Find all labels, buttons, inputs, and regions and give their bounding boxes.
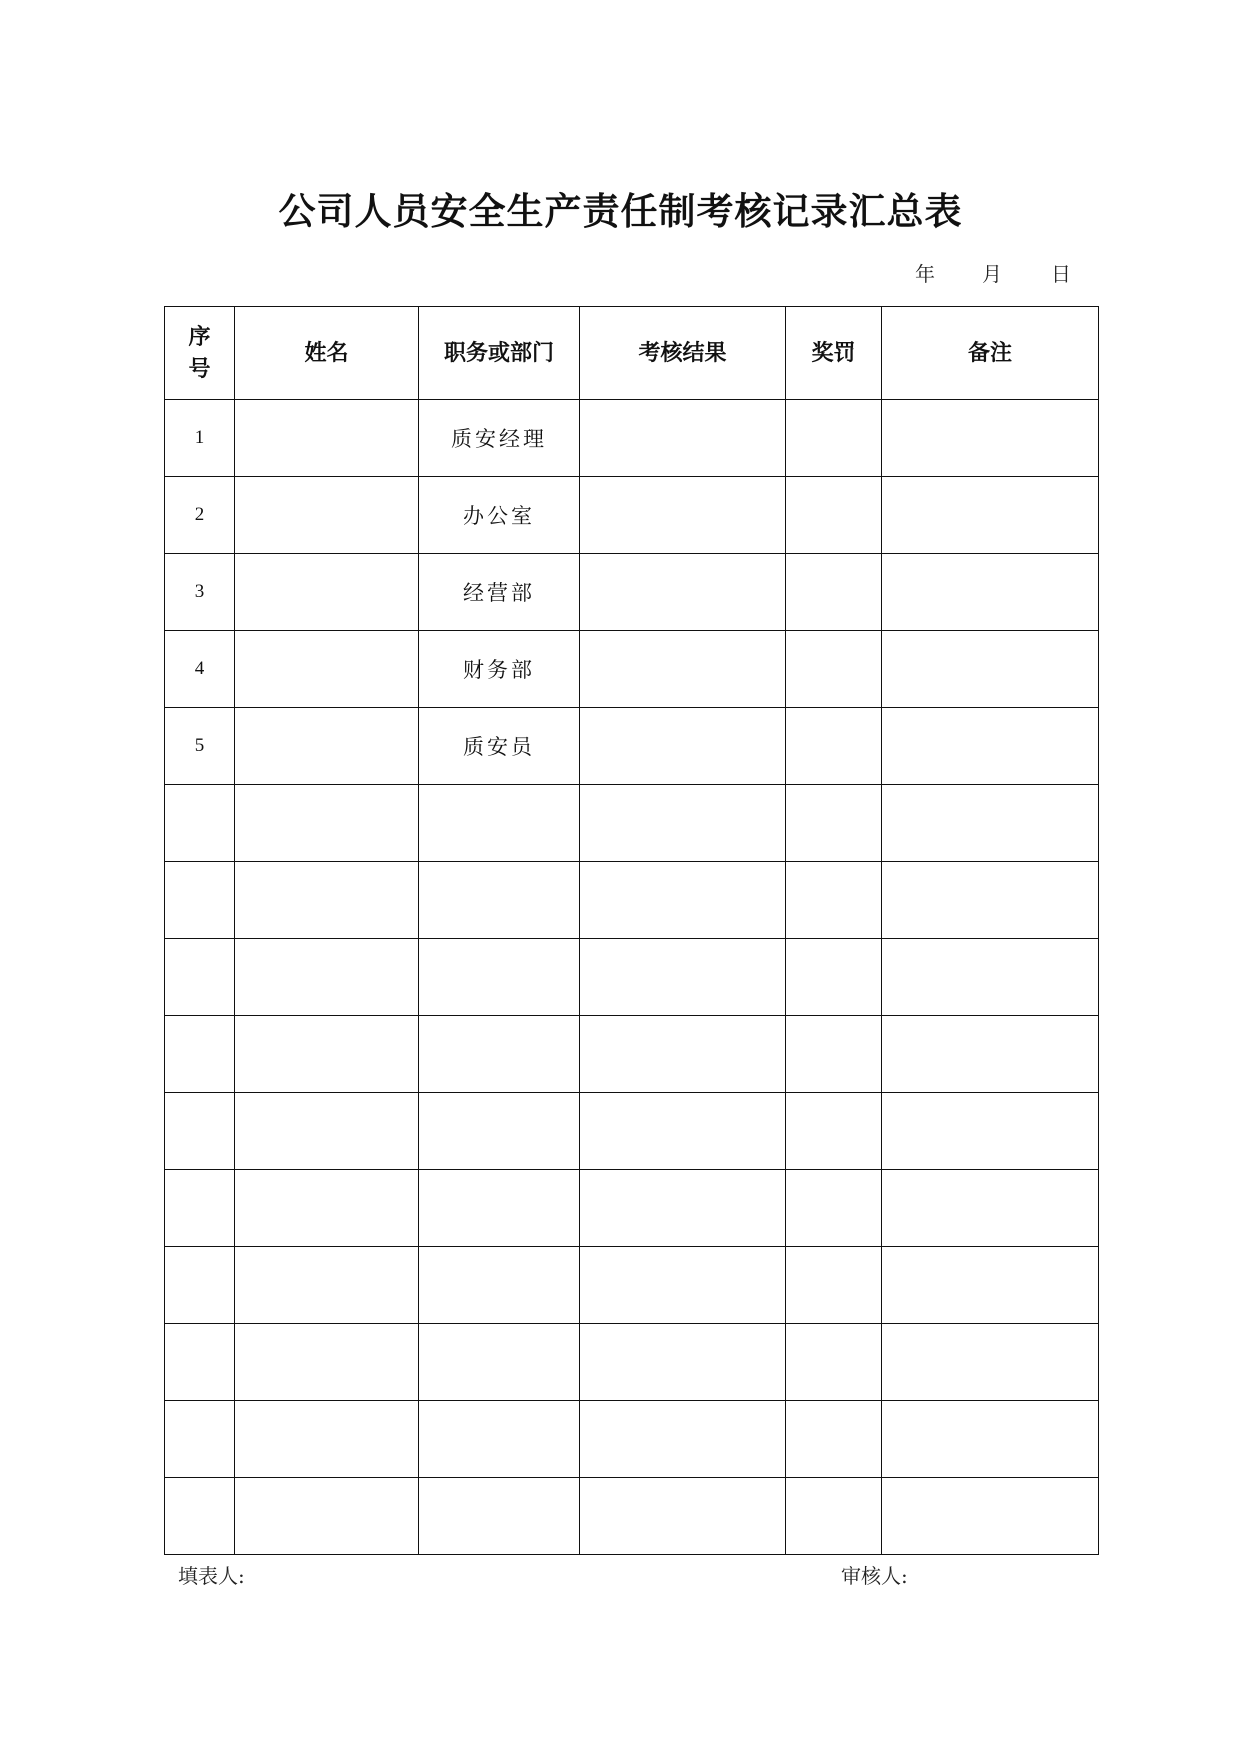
cell-result — [580, 939, 786, 1016]
table-row — [165, 785, 1099, 862]
cell-position — [419, 1247, 580, 1324]
date-day-label: 日 — [1051, 262, 1071, 286]
cell-reward — [786, 1170, 882, 1247]
cell-reward — [786, 631, 882, 708]
cell-reward — [786, 862, 882, 939]
header-seq-line1: 序 — [188, 324, 211, 350]
date-month-label: 月 — [982, 262, 1002, 286]
cell-reward — [786, 785, 882, 862]
cell-result — [580, 1401, 786, 1478]
cell-name — [235, 554, 419, 631]
cell-name — [235, 1478, 419, 1555]
table-row — [165, 1247, 1099, 1324]
cell-remark — [882, 1401, 1099, 1478]
table-row — [165, 1478, 1099, 1555]
cell-reward — [786, 1016, 882, 1093]
cell-seq: 5 — [165, 708, 235, 785]
cell-seq: 3 — [165, 554, 235, 631]
table-row — [165, 554, 1099, 631]
cell-remark — [882, 1324, 1099, 1401]
cell-position: 财务部 — [419, 631, 580, 708]
cell-remark — [882, 400, 1099, 477]
cell-position — [419, 1016, 580, 1093]
cell-result — [580, 631, 786, 708]
cell-seq: 4 — [165, 631, 235, 708]
table-row — [165, 1401, 1099, 1478]
table-header-row — [165, 307, 1099, 400]
cell-seq: 2 — [165, 477, 235, 554]
cell-remark — [882, 1016, 1099, 1093]
cell-name — [235, 1247, 419, 1324]
cell-result — [580, 477, 786, 554]
cell-seq: 1 — [165, 400, 235, 477]
cell-seq — [165, 862, 235, 939]
table-row — [165, 400, 1099, 477]
cell-position: 质安经理 — [419, 400, 580, 477]
cell-reward — [786, 1401, 882, 1478]
header-remark: 备注 — [882, 307, 1099, 400]
cell-position — [419, 939, 580, 1016]
cell-position: 质安员 — [419, 708, 580, 785]
cell-name — [235, 1324, 419, 1401]
cell-position — [419, 1093, 580, 1170]
record-table-body — [165, 400, 1099, 1555]
cell-position — [419, 1478, 580, 1555]
cell-seq — [165, 1170, 235, 1247]
cell-result — [580, 400, 786, 477]
cell-seq — [165, 939, 235, 1016]
table-row — [165, 1324, 1099, 1401]
cell-remark — [882, 862, 1099, 939]
cell-result — [580, 554, 786, 631]
cell-seq — [165, 1324, 235, 1401]
cell-name — [235, 785, 419, 862]
cell-reward — [786, 1478, 882, 1555]
cell-position — [419, 1170, 580, 1247]
cell-position — [419, 1401, 580, 1478]
table-row — [165, 939, 1099, 1016]
cell-name — [235, 1016, 419, 1093]
cell-remark — [882, 939, 1099, 1016]
cell-seq — [165, 1016, 235, 1093]
cell-name — [235, 708, 419, 785]
table-row — [165, 862, 1099, 939]
document-title: 公司人员安全生产责任制考核记录汇总表 — [278, 189, 963, 233]
cell-result — [580, 1478, 786, 1555]
cell-result — [580, 708, 786, 785]
cell-reward — [786, 554, 882, 631]
cell-position: 经营部 — [419, 554, 580, 631]
cell-remark — [882, 631, 1099, 708]
date-line — [915, 258, 1075, 288]
header-result: 考核结果 — [580, 307, 786, 400]
cell-result — [580, 1324, 786, 1401]
cell-remark — [882, 785, 1099, 862]
cell-result — [580, 1093, 786, 1170]
table-row — [165, 1093, 1099, 1170]
cell-position — [419, 785, 580, 862]
cell-reward — [786, 1093, 882, 1170]
cell-remark — [882, 1247, 1099, 1324]
filler-label: 填表人: — [178, 1564, 245, 1588]
cell-remark — [882, 708, 1099, 785]
cell-seq — [165, 1401, 235, 1478]
table-row — [165, 708, 1099, 785]
cell-name — [235, 1170, 419, 1247]
cell-remark — [882, 477, 1099, 554]
cell-reward — [786, 1247, 882, 1324]
cell-name — [235, 400, 419, 477]
cell-name — [235, 631, 419, 708]
cell-result — [580, 785, 786, 862]
header-seq-line2: 号 — [188, 356, 211, 382]
cell-seq — [165, 1478, 235, 1555]
cell-result — [580, 1016, 786, 1093]
cell-seq — [165, 1093, 235, 1170]
cell-seq — [165, 785, 235, 862]
cell-reward — [786, 708, 882, 785]
header-position: 职务或部门 — [419, 307, 580, 400]
cell-result — [580, 1247, 786, 1324]
record-table — [164, 306, 1099, 1555]
table-row — [165, 1016, 1099, 1093]
cell-remark — [882, 1170, 1099, 1247]
cell-remark — [882, 1093, 1099, 1170]
cell-name — [235, 862, 419, 939]
cell-name — [235, 1093, 419, 1170]
reviewer-label: 审核人: — [841, 1564, 908, 1588]
cell-position — [419, 862, 580, 939]
table-row — [165, 1170, 1099, 1247]
cell-seq — [165, 1247, 235, 1324]
cell-name — [235, 939, 419, 1016]
cell-position: 办公室 — [419, 477, 580, 554]
table-row — [165, 477, 1099, 554]
header-seq — [165, 307, 235, 400]
cell-reward — [786, 939, 882, 1016]
cell-position — [419, 1324, 580, 1401]
cell-result — [580, 862, 786, 939]
cell-remark — [882, 554, 1099, 631]
cell-reward — [786, 477, 882, 554]
cell-reward — [786, 400, 882, 477]
header-name: 姓名 — [235, 307, 419, 400]
cell-result — [580, 1170, 786, 1247]
cell-name — [235, 477, 419, 554]
table-row — [165, 631, 1099, 708]
header-reward: 奖罚 — [786, 307, 882, 400]
date-year-label: 年 — [915, 262, 935, 286]
cell-name — [235, 1401, 419, 1478]
cell-reward — [786, 1324, 882, 1401]
cell-remark — [882, 1478, 1099, 1555]
